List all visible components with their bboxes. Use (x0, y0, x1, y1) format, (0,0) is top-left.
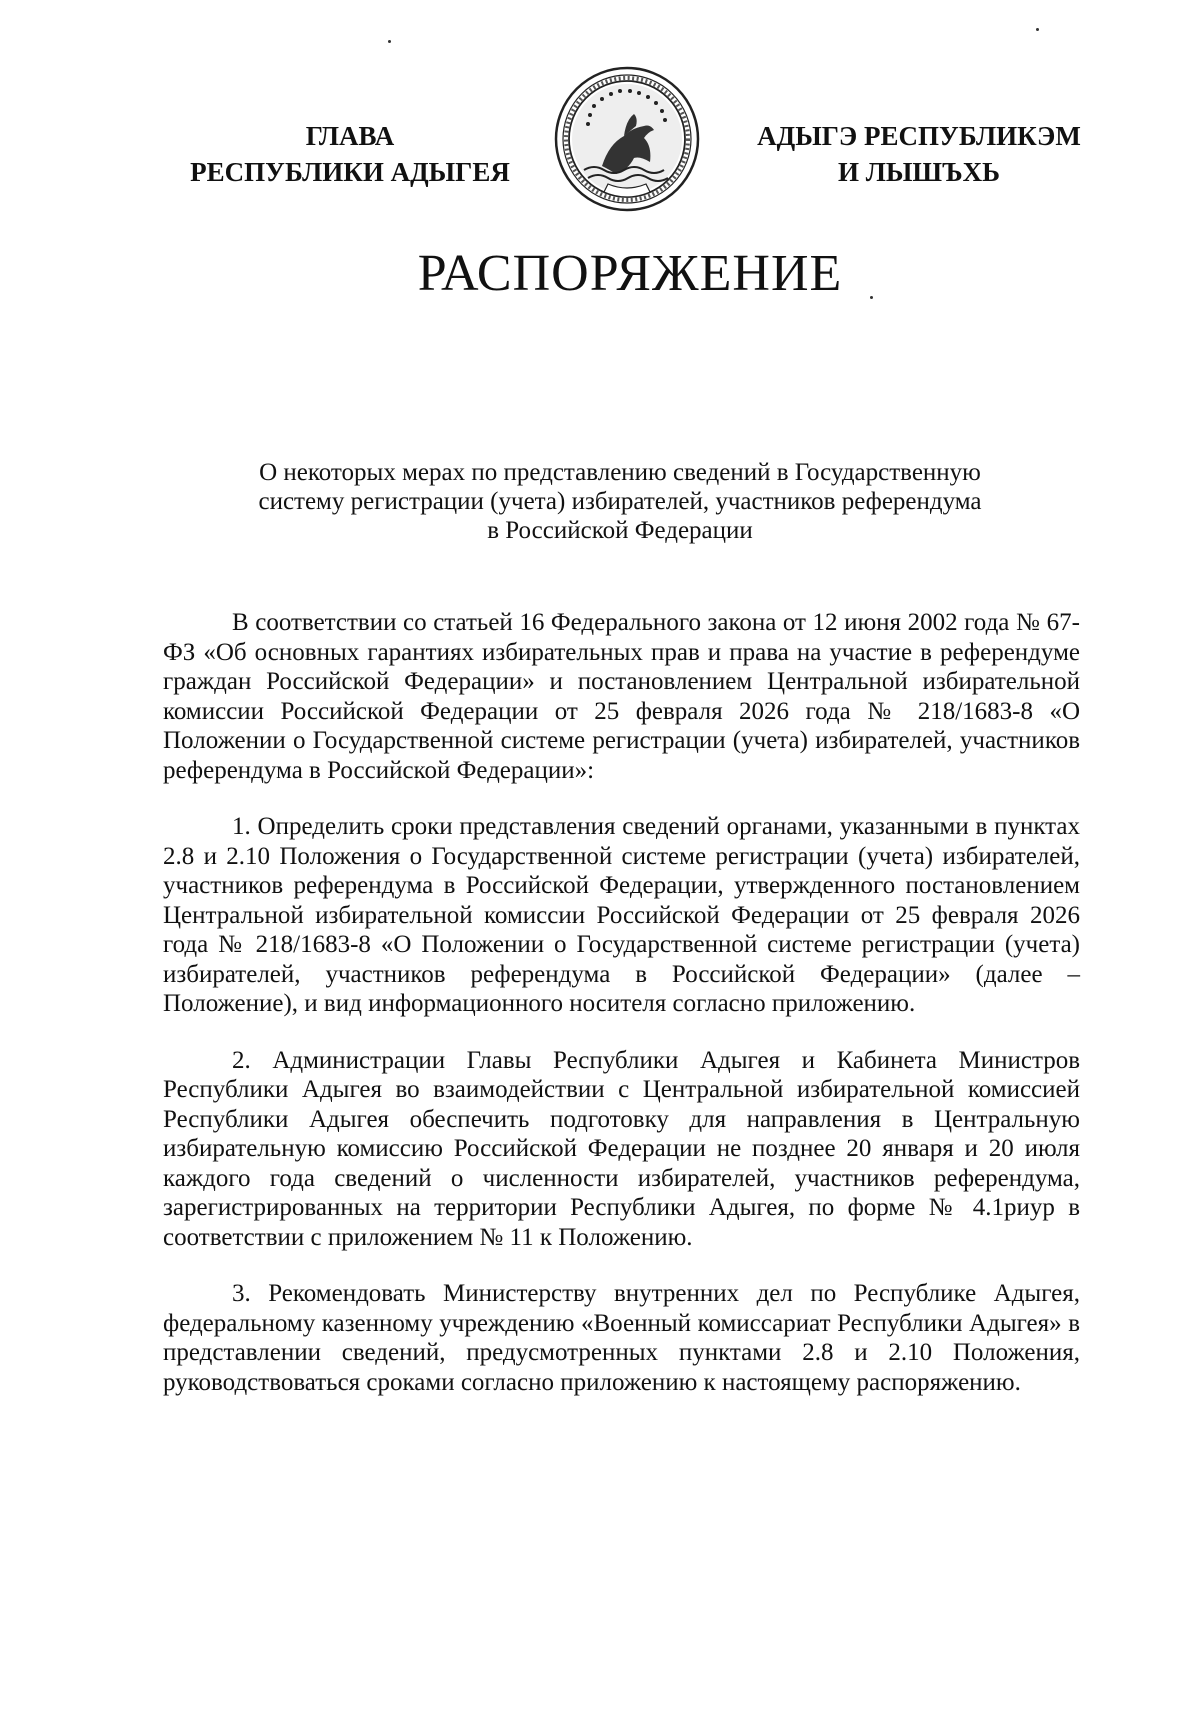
paragraph-preamble: В соответствии со статьей 16 Федерального закона от 12 июня 2002 года № 67-ФЗ «Об основных гарантиях избирательных прав и права на участие в референдуме граждан Российской Федерации» и постановлением Центральной избирательной комиссии Российской Федерации от 25 февраля 2026 года № 218/1683-8 «О Положении о Государственной системе регистрации (учета) избирателей, участников референдума в Российской Федерации»: (163, 609, 1080, 784)
scan-speck (870, 296, 873, 299)
adygea-coat-of-arms-icon (554, 66, 700, 212)
header-right-line1: АДЫГЭ РЕСПУБЛИКЭМ (757, 121, 1081, 151)
document-body (163, 608, 1080, 1397)
subject-line2: систему регистрации (учета) избирателей, участников референдума (258, 488, 982, 515)
subject-line1: О некоторых мерах по представлению сведений в Государственную (259, 459, 981, 486)
document-title: РАСПОРЯЖЕНИЕ (417, 245, 843, 302)
subject-line3: в Российской Федерации (487, 517, 753, 544)
header-left-line1: ГЛАВА (305, 121, 395, 151)
scan-speck (388, 40, 391, 43)
document-subject (160, 458, 1080, 545)
header-right-line2: И ЛЫШЪХЬ (837, 157, 1001, 187)
header-left-line2: РЕСПУБЛИКИ АДЫГЕЯ (190, 157, 510, 187)
paragraph-item-2: 2. Администрации Главы Республики Адыгея и Кабинета Министров Республики Адыгея во взаимодействии с Центральной избирательной комиссией Республики Адыгея обеспечить подготовку для направления в Центральную избирательную комиссию Российской Федерации не позднее 20 января и 20 июля каждого года сведений о численности избирателей, участников референдума, зарегистрированных на территории Республики Адыгея, по форме № 4.1риур в соответствии с приложением № 11 к Положению. (163, 1046, 1080, 1251)
paragraph-item-1: 1. Определить сроки представления сведений органами, указанными в пунктах 2.8 и 2.10 Положения о Государственной системе регистрации (учета) избирателей, участников референдума в Российской Федерации, утвержденного постановлением Центральной избирательной комиссии Российской Федерации от 25 февраля 2026 года № 218/1683-8 «О Положении о Государственной системе регистрации (учета) избирателей, участников референдума в Российской Федерации» (далее – Положение), и вид информационного носителя согласно приложению. (163, 813, 1080, 1017)
paragraph-item-3: 3. Рекомендовать Министерству внутренних дел по Республике Адыгея, федеральному казенному учреждению «Военный комиссариат Республики Адыгея» в представлении сведений, предусмотренных пунктами 2.8 и 2.10 Положения, руководствоваться сроками согласно приложению к настоящему распоряжению. (163, 1280, 1080, 1396)
scan-speck (1036, 28, 1039, 31)
header-left (170, 118, 530, 190)
header-right (734, 118, 1104, 190)
